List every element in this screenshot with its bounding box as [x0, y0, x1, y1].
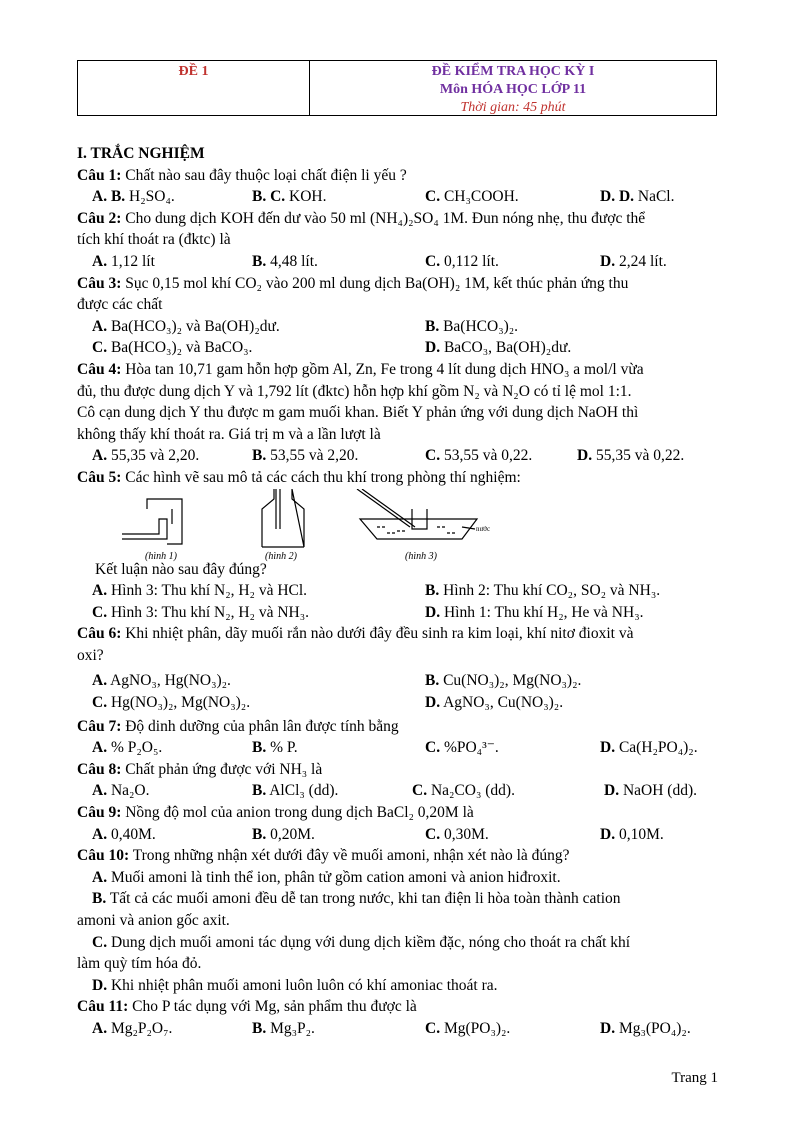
question-label: Câu 7: [77, 717, 122, 735]
header-table [77, 60, 717, 116]
question-label: Câu 4: [77, 360, 122, 378]
option-a[interactable]: A. Ba(HCO₃)₂ và Ba(OH)₂dư. [92, 317, 280, 335]
options-row [77, 337, 717, 359]
option-d[interactable]: D. 0,10M. [600, 825, 664, 843]
option-d[interactable]: D. BaCO₃, Ba(OH)₂dư. [425, 339, 572, 357]
question-label: Câu 3: [77, 274, 122, 292]
figure-2 [262, 489, 307, 547]
question-text: Chất phản ứng được với NH₃ là [121, 760, 323, 778]
option-c[interactable]: C. Na₂CO₃ (dd). [412, 782, 515, 800]
question-label: Câu 8: [77, 760, 122, 778]
option-a[interactable]: A. 1,12 lít [92, 252, 155, 270]
option-b[interactable]: B. Hình 2: Thu khí CO₂, SO₂ và NH₃. [425, 582, 661, 600]
question-text: Cho dung dịch KOH đến dư vào 50 ml (NH₄)₂SO₄ 1M. Đun nóng nhẹ, thu được thể [121, 209, 646, 227]
question-text: Chất nào sau đây thuộc loại chất điện li yếu ? [121, 166, 407, 184]
options-row [77, 602, 717, 624]
question-11 [77, 996, 717, 1018]
page-number: Trang 1 [671, 1070, 718, 1086]
option-b[interactable]: B. Cu(NO₃)₂, Mg(NO₃)₂. [425, 672, 582, 690]
option-d[interactable]: D. Ca(H₂PO₄)₂. [600, 739, 698, 757]
option-b[interactable]: B. AlCl₃ (dd). [252, 782, 339, 800]
question-label: Câu 9: [77, 804, 122, 822]
exam-code: ĐỀ 1 [78, 61, 310, 115]
question-text-cont: oxi? [77, 646, 104, 664]
option-a[interactable]: A. AgNO₃, Hg(NO₃)₂. [92, 672, 231, 690]
question-label: Câu 6: [77, 625, 122, 643]
option-c[interactable]: C. Mg(PO₃)₂. [425, 1019, 511, 1037]
option-d[interactable]: D. NaOH (dd). [604, 782, 697, 800]
question-text-cont: tích khí thoát ra (đktc) là [77, 231, 231, 249]
question-text-cont: không thấy khí thoát ra. Giá trị m và a lần lượt là [77, 425, 381, 443]
question-9 [77, 802, 717, 824]
options-row [77, 316, 717, 338]
exam-content [77, 143, 717, 1040]
question-1 [77, 165, 717, 187]
question-4 [77, 359, 717, 381]
option-d[interactable]: D. D. NaCl. [600, 188, 675, 206]
question-3 [77, 273, 717, 295]
question-ask: Kết luận nào sau đây đúng? [95, 560, 267, 578]
option-c[interactable]: C. Hg(NO₃)₂, Mg(NO₃)₂. [92, 694, 251, 712]
option-c[interactable]: C. Ba(HCO₃)₂ và BaCO₃. [92, 339, 253, 357]
option-c[interactable]: C. 0,112 lít. [425, 252, 499, 270]
question-text: Độ dinh dưỡng của phân lân được tính bằng [121, 717, 399, 735]
option-b[interactable]: B. % P. [252, 739, 298, 757]
option-c[interactable]: C. Hình 3: Thu khí N₂, H₂ và NH₃. [92, 603, 309, 621]
question-10 [77, 845, 717, 867]
option-a[interactable]: A. Na₂O. [92, 782, 150, 800]
figure-1 [122, 499, 182, 544]
question-label: Câu 10: [77, 847, 130, 865]
options-row [77, 737, 717, 759]
option-b[interactable]: B. C. KOH. [252, 188, 327, 206]
question-text: Nồng độ mol của anion trong dung dịch BaCl₂ 0,20M là [121, 804, 474, 822]
option-d[interactable]: D. Hình 1: Thu khí H₂, He và NH₃. [425, 603, 644, 621]
question-text: Các hình vẽ sau mô tả các cách thu khí trong phòng thí nghiệm: [121, 468, 521, 486]
option-d[interactable]: D. Khi nhiệt phân muối amoni luôn luôn có khí amoniac thoát ra. [92, 976, 498, 994]
water-label: nước [476, 524, 491, 533]
option-b[interactable]: B. Tất cả các muối amoni đều dễ tan trong nước, khi tan điện li hòa toàn thành cation [92, 890, 621, 908]
option-a[interactable]: A. Hình 3: Thu khí N₂, H₂ và HCl. [92, 582, 308, 600]
option-c[interactable]: C. %PO₄³⁻. [425, 739, 499, 757]
exam-subject: Môn HÓA HỌC LỚP 11 [439, 82, 587, 97]
exam-title: ĐỀ KIỂM TRA HỌC KỲ I [431, 64, 595, 79]
option-b-cont: amoni và anion gốc axit. [77, 912, 230, 929]
option-a[interactable]: A. 0,40M. [92, 825, 156, 843]
options-row [77, 824, 717, 846]
figure-3-label: (hình 3) [405, 550, 437, 562]
options-row [77, 780, 717, 802]
question-text: Sục 0,15 mol khí CO₂ vào 200 ml dung dịch Ba(OH)₂ 1M, kết thúc phản ứng thu [121, 274, 629, 292]
question-5 [77, 467, 717, 489]
options-row [77, 186, 717, 208]
options-row [77, 1018, 717, 1040]
option-c[interactable]: C. 53,55 và 0,22. [425, 447, 533, 465]
question-8 [77, 759, 717, 781]
option-b[interactable]: B. Ba(HCO₃)₂. [425, 317, 519, 335]
option-d[interactable]: D. Mg₃(PO₄)₂. [600, 1019, 691, 1037]
question-text: Hòa tan 10,71 gam hỗn hợp gồm Al, Zn, Fe trong 4 lít dung dịch HNO₃ a mol/l vừa [121, 360, 644, 378]
option-c[interactable]: C. 0,30M. [425, 825, 489, 843]
option-a[interactable]: A. Muối amoni là tinh thể ion, phân tử gồm cation amoni và anion hiđroxit. [92, 868, 561, 886]
option-b[interactable]: B. 0,20M. [252, 825, 315, 843]
figure-2-label: (hình 2) [265, 550, 297, 562]
options-row [77, 692, 717, 714]
question-6 [77, 623, 717, 645]
option-d[interactable]: D. 2,24 lít. [600, 252, 667, 270]
question-label: Câu 2: [77, 209, 122, 227]
question-text-cont: được các chất [77, 296, 163, 314]
options-row [77, 251, 717, 273]
question-7 [77, 716, 717, 738]
question-label: Câu 5: [77, 468, 122, 486]
question-text: Trong những nhận xét dưới đây về muối amoni, nhận xét nào là đúng? [129, 847, 570, 865]
option-c-cont: làm quỳ tím hóa đỏ. [77, 955, 202, 973]
figure-3 [357, 489, 477, 539]
header-info [310, 61, 716, 115]
figure-row [77, 489, 717, 562]
question-text: Cho P tác dụng với Mg, sản phẩm thu được là [128, 998, 417, 1016]
option-d[interactable]: D. 55,35 và 0,22. [577, 447, 685, 465]
option-b[interactable]: B. Mg₃P₂. [252, 1019, 315, 1037]
question-label: Câu 1: [77, 166, 122, 184]
question-text-cont: Cô cạn dung dịch Y thu được m gam muối khan. Biết Y phản ứng với dung dịch NaOH thì [77, 404, 639, 422]
question-2 [77, 208, 717, 230]
options-row [77, 580, 717, 602]
option-a[interactable]: A. % P₂O₅. [92, 739, 163, 757]
question-label: Câu 11: [77, 998, 129, 1016]
question-text: Khi nhiệt phân, dãy muối rắn nào dưới đây đều sinh ra kim loại, khí nitơ đioxit và [121, 625, 634, 643]
question-text-cont: đủ, thu được dung dịch Y và 1,792 lít (đktc) hỗn hợp khí gồm N₂ và N₂O có tỉ lệ mol 1:1. [77, 382, 632, 400]
option-a[interactable]: A. B. H₂SO₄. [92, 188, 175, 206]
section-title: I. TRẮC NGHIỆM [77, 145, 205, 162]
option-a[interactable]: A. 55,35 và 2,20. [92, 447, 200, 465]
option-c[interactable]: C. Dung dịch muối amoni tác dụng với dung dịch kiềm đặc, nóng cho thoát ra chất khí [92, 933, 631, 951]
option-b[interactable]: B. 53,55 và 2,20. [252, 447, 359, 465]
figure-1-label: (hình 1) [145, 550, 177, 562]
option-b[interactable]: B. 4,48 lít. [252, 252, 318, 270]
exam-time: Thời gian: 45 phút [460, 100, 566, 115]
option-c[interactable]: C. CH₃COOH. [425, 188, 519, 206]
gas-collection-figures [77, 489, 717, 563]
option-a[interactable]: A. Mg₂P₂O₇. [92, 1019, 173, 1037]
options-row [77, 670, 717, 692]
option-d[interactable]: D. AgNO₃, Cu(NO₃)₂. [425, 694, 564, 712]
options-row [77, 445, 717, 467]
